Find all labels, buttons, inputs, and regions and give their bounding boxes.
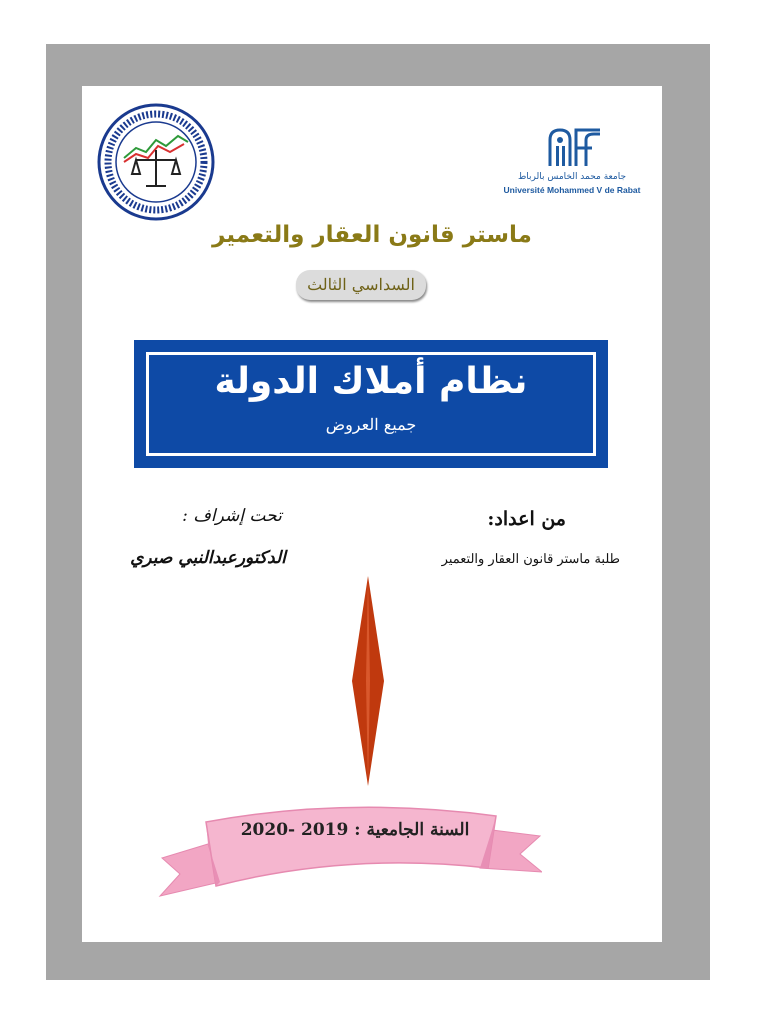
supervisor-name: الدكتورعبدالنبي صبري	[130, 548, 286, 568]
diamond-ornament	[350, 576, 386, 786]
faculty-seal-icon	[96, 102, 216, 222]
diamond-ornament-icon	[350, 576, 386, 786]
university-name-fr: Université Mohammed V de Rabat	[503, 185, 641, 195]
title-box	[134, 340, 608, 468]
ribbon-banner-icon	[158, 802, 542, 902]
prepared-by-label: من اعداد:	[487, 508, 566, 530]
page-title: نظام أملاك الدولة	[214, 361, 528, 402]
supervisor-label: تحت إشراف :	[182, 506, 282, 526]
faculty-seal	[96, 102, 216, 222]
university-name-ar: جامعة محمد الخامس بالرباط	[517, 172, 627, 182]
prepared-by-value: طلبة ماستر قانون العقار والتعمير	[441, 552, 620, 567]
program-title: ماستر قانون العقار والتعمير	[212, 222, 532, 248]
cover-page	[82, 86, 662, 942]
ribbon-banner	[158, 802, 542, 902]
title-box-inner	[146, 352, 596, 456]
university-logo-icon	[502, 122, 642, 172]
university-logo	[502, 122, 642, 202]
academic-year: السنة الجامعية : 2019 -2020	[240, 820, 470, 840]
semester-badge: السداسي الثالث	[296, 270, 426, 300]
page-subtitle: جميع العروض	[325, 415, 417, 434]
